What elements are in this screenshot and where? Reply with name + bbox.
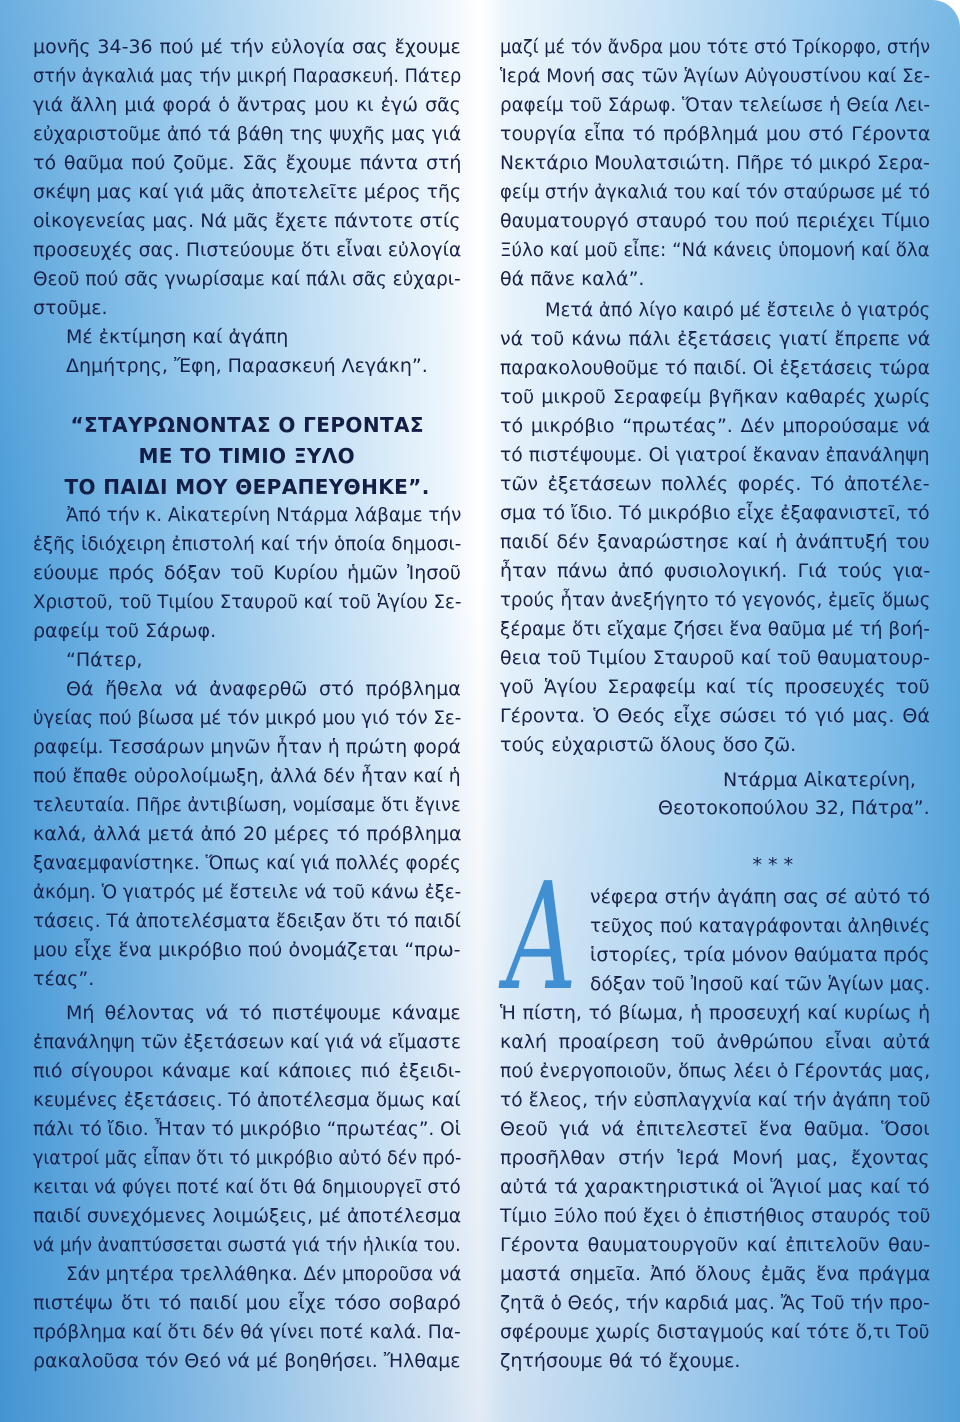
text-line: τό ἔλεος, τήν εὐσπλαγχνία καί τήν ἀγάπη τοῦ — [500, 1088, 931, 1111]
text-line: στήν ἀγκαλιά μας τήν μικρή Παρασκευή. Πάτερ — [33, 64, 462, 87]
text-line: ἀκόμη. Ὁ γιατρός μέ ἔστειλε νά τοῦ κάνω ἐξε- — [33, 880, 462, 903]
text-line: Χριστοῦ, τοῦ Τιμίου Σταυροῦ καί τοῦ Ἁγίου Σε- — [33, 590, 462, 613]
text-line: ἱστορίες, τρία μόνον θαύματα πρός — [590, 943, 930, 966]
text-line: εὐχαριστοῦμε ἀπό τά βάθη της ψυχῆς μας γιά — [33, 122, 462, 145]
text-line: Μετά ἀπό λίγο καιρό μέ ἔστειλε ὁ γιατρός — [545, 298, 931, 321]
text-line: εύουμε πρός δόξαν τοῦ Κυρίου ἡμῶν Ἰησοῦ — [33, 561, 461, 584]
text-line: μαζί μέ τόν ἄνδρα μου τότε στό Τρίκορφο, στήν — [500, 35, 930, 58]
text-line: παιδί συνεχόμενες λοιμώξεις, μέ ἀποτέλεσμα — [33, 1204, 462, 1227]
text-line: παρακολουθοῦμε τό παιδί. Οἱ ἐξετάσεις τώρα — [500, 356, 930, 379]
text-line: ξέραμε ὅτι εἴχαμε ζήσει ἕνα θαῦμα μέ τή βοή- — [500, 617, 930, 640]
text-line: κειται νά φύγει ποτέ καί ὅτι θά δημιουργεῖ στό — [33, 1175, 461, 1198]
text-line: στοῦμε. — [33, 296, 108, 319]
article-title-line: “ΣΤΑΥΡΩΝΟΝΤΑΣ Ο ΓΕΡΟΝΤΑΣ — [70, 412, 424, 437]
text-line: προσευχές σας. Πιστεύουμε ὅτι εἶναι εὐλογία — [33, 238, 462, 261]
text-line: Ἀπό τήν κ. Αἰκατερίνη Ντάρμα λάβαμε τήν — [66, 503, 462, 526]
text-line: γοῦ Ἁγίου Σεραφείμ καί τίς προσευχές τοῦ — [500, 675, 930, 698]
text-line: δόξαν τοῦ Ἰησοῦ καί τῶν Ἁγίων μας. — [590, 972, 931, 995]
text-line: αὐτά τά χαρακτηριστικά οἱ Ἅγιοί μας καί τό — [500, 1175, 930, 1198]
text-line: Γέροντα. Ὁ Θεός εἶχε σώσει τό γιό μας. Θά — [500, 704, 930, 727]
text-line: ὑγείας πού βίωσα μέ τόν μικρό μου γιό τόν Σε- — [33, 706, 462, 729]
signature-address: Θεοτοκοπούλου 32, Πάτρα”. — [658, 796, 930, 819]
right-column — [500, 0, 930, 1422]
text-line: θεια τοῦ Τιμίου Σταυροῦ καί τοῦ θαυματουρ- — [500, 646, 930, 669]
text-line: φείμ στήν ἀγκαλιά του καί τόν σταύρωσε μέ τό — [500, 180, 931, 203]
text-line: Ἡ πίστη, τό βίωμα, ἡ προσευχή καί κυρίως ἡ — [500, 1001, 931, 1024]
text-line: προσῆλθαν στήν Ἱερά Μονή μας, ἔχοντας — [500, 1146, 930, 1169]
text-line: Σάν μητέρα τρελλάθηκα. Δέν μποροῦσα νά — [66, 1262, 462, 1285]
text-line: οἰκογενείας μας. Νά μᾶς ἔχετε πάντοτε στίς — [33, 209, 461, 232]
text-line: τό θαῦμα πού ζοῦμε. Σᾶς ἔχουμε πάντα στή — [33, 151, 462, 174]
text-line: Θεοῦ γιά νά ἐπιτελεστεῖ ἕνα θαῦμα. Ὅσοι — [500, 1117, 930, 1140]
text-line: μονῆς 34-36 πού μέ τήν εὐλογία σας ἔχουμε — [33, 35, 461, 58]
text-line: τοῦ μικροῦ Σεραφείμ βγῆκαν καθαρές χωρίς — [500, 385, 931, 408]
text-line: πού ἔπαθε οὐρολοίμωξη, ἀλλά δέν ἦταν καί ἡ — [33, 764, 461, 787]
text-line: καλά, ἀλλά μετά ἀπό 20 μέρες τό πρόβλημα — [33, 822, 462, 845]
text-line: τάσεις. Τά ἀποτελέσματα ἔδειξαν ὅτι τό παιδί — [33, 909, 462, 932]
text-line: τρούς ἦταν ἀνεξήγητο τό γεγονός, ἐμεῖς ὅμως — [500, 588, 931, 611]
text-line: πιό σίγουροι κάναμε καί κάποιες πιό ἐξειδι- — [33, 1059, 462, 1082]
text-line: ραφείμ. Τεσσάρων μηνῶν ἦταν ἡ πρώτη φορά — [33, 735, 461, 758]
text-line: τῶν ἐξετάσεων πολλές φορές. Τό ἀποτέλε- — [500, 472, 930, 495]
text-line: ρακαλοῦσα τόν Θεό νά μέ βοηθήσει. Ἤλθαμε — [33, 1349, 461, 1372]
article-title-line: ΜΕ ΤΟ ΤΙΜΙΟ ΞΥΛΟ — [138, 443, 356, 468]
section-separator: * * * — [752, 853, 794, 876]
text-line: τό μικρόβιο “πρωτέας”. Δέν μπορούσαμε νά — [500, 414, 931, 437]
text-line: Μή θέλοντας νά τό πιστέψουμε κάναμε — [66, 1001, 461, 1024]
text-line: μαστά σημεῖα. Ἀπό ὅλους ἐμᾶς ἕνα πράγμα — [500, 1262, 931, 1285]
text-line: Τίμιο Ξύλο πού ἔχει ὁ ἐπιστήθιος σταυρός τοῦ — [500, 1204, 931, 1227]
text-line: κευμένες ἐξετάσεις. Τό ἀποτέλεσμα ὅμως καί — [33, 1088, 461, 1111]
text-line: θαυματουργό σταυρό του πού περιέχει Τίμιο — [500, 209, 931, 232]
text-line: Γέροντα θαυματουργοῦν καί ἐπιτελοῦν θαυ- — [500, 1233, 931, 1256]
text-line: ζητήσουμε θά τό ἔχουμε. — [500, 1349, 741, 1372]
signature-name: Ντάρμα Αἰκατερίνη, — [723, 768, 916, 791]
text-line: ζητᾶ ὁ Θεός, τήν καρδιά μας. Ἄς Τοῦ τήν προ- — [500, 1291, 930, 1314]
text-line: πρόβλημα καί ὅτι δέν θά γίνει ποτέ καλά. Πα- — [33, 1320, 461, 1343]
text-line: ἦταν πάνω ἀπό φυσιολογική. Γιά τούς για- — [500, 559, 931, 582]
text-line: Ἱερά Μονή σας τῶν Ἁγίων Αὐγουστίνου καί Σε- — [500, 64, 931, 87]
drop-cap: Α — [506, 851, 577, 1023]
text-line: γιατροί μᾶς εἶπαν ὅτι τό μικρόβιο αὐτό δέν πρό- — [33, 1146, 462, 1169]
text-line: πού ἐνεργοποιοῦν, ὅπως λέει ὁ Γέροντάς μας, — [500, 1059, 931, 1082]
text-line: σμα τό ἴδιο. Τό μικρόβιο εἶχε ἐξαφανιστεῖ, τό — [500, 501, 930, 524]
text-line: σκέψη μας καί γιά μᾶς ἀποτελεῖτε μέρος τῆς — [33, 180, 462, 203]
salutation: “Πάτερ, — [66, 648, 143, 671]
text-line: ραφείμ τοῦ Σάρωφ. Ὅταν τελείωσε ἡ Θεία Λει- — [500, 93, 930, 116]
text-line: ἐπανάληψη τῶν ἐξετάσεων καί γιά νά εἴμαστε — [33, 1030, 461, 1053]
text-line: ραφείμ τοῦ Σάρωφ. — [33, 619, 217, 642]
closing-line: Μέ ἐκτίμηση καί ἀγάπη — [66, 325, 289, 348]
text-line: νά τοῦ κάνω πάλι ἐξετάσεις γιατί ἔπρεπε νά — [500, 327, 931, 350]
text-line: θά πᾶνε καλά”. — [500, 267, 645, 290]
text-line: καλή προαίρεση τοῦ ἀνθρώπου εἶναι αὐτά — [500, 1030, 931, 1053]
text-line: παιδί δέν ξαναρώστησε καί ἡ ἀνάπτυξή του — [500, 530, 930, 553]
text-line: Νεκτάριο Μουλατσιώτη. Πῆρε τό μικρό Σερα- — [500, 151, 930, 174]
text-line: τεῦχος πού καταγράφονται ἀληθινές — [590, 914, 931, 937]
text-line: ξαναεμφανίστηκε. Ὅπως καί γιά πολλές φορές — [33, 851, 461, 874]
closing-line: Δημήτρης, Ἔφη, Παρασκευή Λεγάκη”. — [66, 354, 428, 377]
text-line: μου εἶχε ἕνα μικρόβιο πού ὀνομάζεται “πρω- — [33, 938, 461, 961]
text-line: γιά ἄλλη μιά φορά ὁ ἄντρας μου κι ἐγώ σᾶς — [33, 93, 461, 116]
text-line: ἑξῆς ἰδιόχειρη ἐπιστολή καί τήν ὁποία δημοσι- — [33, 532, 462, 555]
text-line: Θεοῦ πού σᾶς γνωρίσαμε καί πάλι σᾶς εὐχαρι- — [33, 267, 461, 290]
text-line: Ξύλο καί μοῦ εἶπε: “Νά κάνεις ὑπομονή καί ὅλα — [500, 238, 930, 261]
text-line: πάλι τό ἴδιο. Ἦταν τό μικρόβιο “πρωτέας”. Οἱ — [33, 1117, 461, 1140]
text-line: πιστέψω ὅτι τό παιδί μου εἶχε τόσο σοβαρό — [33, 1291, 461, 1314]
text-line: νά μήν ἀναπτύσσεται σωστά γιά τήν ἡλικία του. — [33, 1233, 461, 1256]
text-line: τό πιστέψουμε. Οἱ γιατροί ἔκαναν ἐπανάληψη — [500, 443, 930, 466]
text-line: τουργία εἶπα τό πρόβλημά μου στό Γέροντα — [500, 122, 931, 145]
text-line: Θά ἤθελα νά ἀναφερθῶ στό πρόβλημα — [66, 677, 461, 700]
text-line: τελευταία. Πῆρε ἀντιβίωση, νομίσαμε ὅτι ἔγινε — [33, 793, 461, 816]
article-title-line: ΤΟ ΠΑΙΔΙ ΜΟΥ ΘΕΡΑΠΕΥΘΗΚΕ”. — [64, 474, 430, 499]
left-column — [33, 0, 461, 1422]
text-line: σφέρουμε χωρίς δισταγμούς καί τότε ὅ,τι Τοῦ — [500, 1320, 930, 1343]
text-line: τούς εὐχαριστῶ ὅλους ὅσο ζῶ. — [500, 733, 797, 756]
text-line: τέας”. — [33, 967, 95, 990]
text-line: νέφερα στήν ἀγάπη σας σέ αὐτό τό — [590, 885, 931, 908]
